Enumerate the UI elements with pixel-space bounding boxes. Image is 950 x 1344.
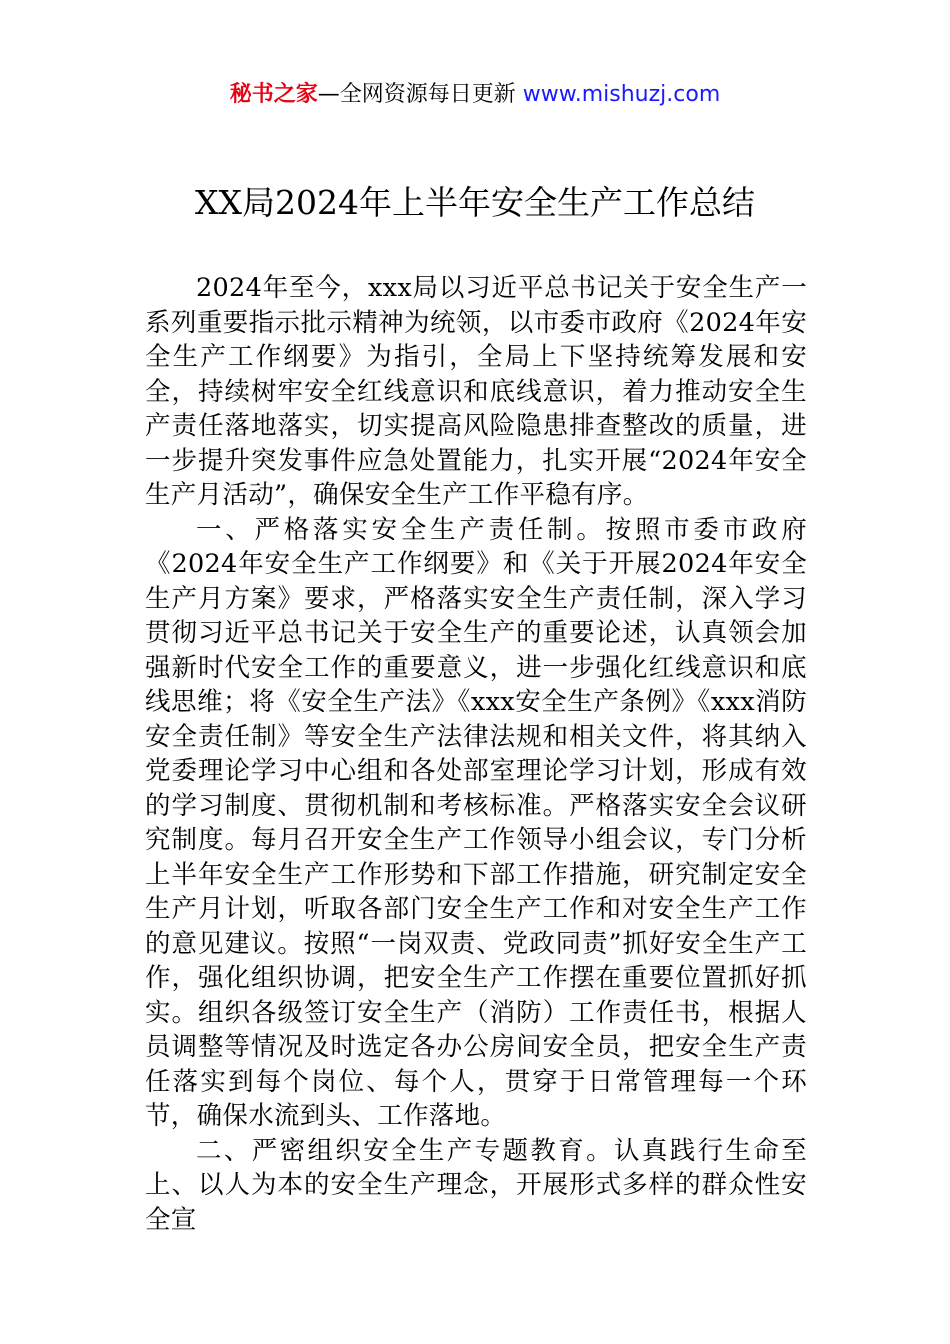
watermark-header xyxy=(0,78,950,112)
document-body xyxy=(145,271,807,1237)
paragraph-section-1: 一、严格落实安全生产责任制。按照市委市政府《2024年安全生产工作纲要》和《关于开展2024年安全生产月方案》要求，严格落实安全生产责任制，深入学习贯彻习近平总书记关于安全生产的重要论述，认真领会加强新时代安全工作的重要意义，进一步强化红线意识和底线思维；将《安全生产法》《xxx安全生产条例》《xxx消防安全责任制》等安全生产法律法规和相关文件，将其纳入党委理论学习中心组和各处部室理论学习计划，形成有效的学习制度、贯彻机制和考核标准。严格落实安全会议研究制度。每月召开安全生产工作领导小组会议，专门分析上半年安全生产工作形势和下部工作措施，研究制定安全生产月计划，听取各部门安全生产工作和对安全生产工作的意见建议。按照“一岗双责、党政同责”抓好安全生产工作，强化组织协调，把安全生产工作摆在重要位置抓好抓实。组织各级签订安全生产（消防）工作责任书，根据人员调整等情况及时选定各办公房间安全员，把安全生产责任落实到每个岗位、每个人，贯穿于日常管理每一个环节，确保水流到头、工作落地。 xyxy=(145,514,807,1131)
website-link[interactable]: www.mishuzj.com xyxy=(522,82,721,107)
document-title: XX局2024年上半年安全生产工作总结 xyxy=(195,183,755,222)
brand-name: 秘书之家 xyxy=(229,82,318,107)
paragraph-intro: 2024年至今，xxx局以习近平总书记关于安全生产一系列重要指示批示精神为统领，以市委市政府《2024年安全生产工作纲要》为指引，全局上下坚持统筹发展和安全，持续树牢安全红线意识和底线意识，着力推动安全生产责任落地落实，切实提高风险隐患排查整改的质量，进一步提升突发事件应急处置能力，扎实开展“2024年安全生产月活动”，确保安全生产工作平稳有序。 xyxy=(145,273,807,510)
paragraph-section-2: 二、严密组织安全生产专题教育。认真践行生命至上、以人为本的安全生产理念，开展形式多样的群众性安全宣 xyxy=(145,1135,807,1235)
header-tagline: —全网资源每日更新 xyxy=(317,82,516,107)
